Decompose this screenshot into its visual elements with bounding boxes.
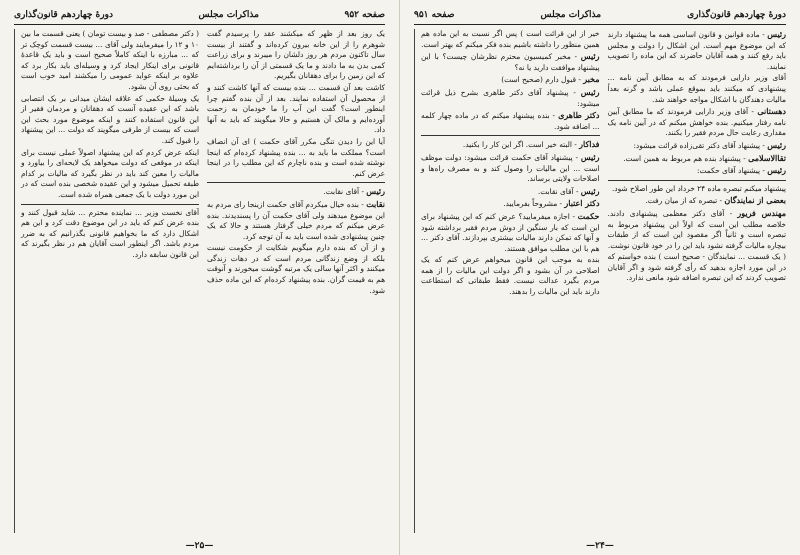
paragraph bbox=[608, 29, 787, 72]
paragraph bbox=[21, 29, 199, 93]
paragraph-text: - ماده قوانین و قانون اساسی همه ما پیشنهاد دارند که این موضوع مهم است. این اشکال را دولت و مجلس باید رفع کنند و همه آقایان حاضرند که این ماده را تصویب نمایند. bbox=[607, 30, 786, 71]
text-columns bbox=[414, 29, 786, 533]
speaker-name: رئیس bbox=[580, 185, 600, 196]
paragraph bbox=[421, 198, 600, 210]
paragraph-text: ( دکتر مصطفی - صد و بیست تومان ) یعنی قسمت ما بین ۱۰ و ۱۲ را میفرمایند ولی آقای ... بیست قسمت کوچک تر که ... مبارزه با اینکه کاملاً صحیح است و باید یک قاعدهٔ قانونی برای اینکار ایجاد کرد و وسیله‌ای باید بکار برد که علاوه بر اینکه عواید عمومی را میکشند امید خوب است که بحثی روی آن بشود. bbox=[21, 29, 199, 91]
text-columns bbox=[14, 29, 385, 533]
section-divider bbox=[421, 135, 600, 136]
paragraph-text: - پیشنهاد آقای دکتر تقی‌زاده قرائت میشود: bbox=[633, 140, 765, 150]
speaker-name: دکتر اعتبار bbox=[564, 198, 600, 209]
paragraph bbox=[608, 184, 787, 195]
paragraph-text: - پیشنهاد آقای حکمت: bbox=[697, 166, 765, 176]
paragraph bbox=[421, 74, 600, 86]
paragraph bbox=[608, 208, 787, 251]
speaker-name: دکتر طاهری bbox=[558, 110, 600, 121]
paragraph-text: آقای نخست وزیر ... نماینده محترم ... شاید قبول کنند و بنده عرض کنم که باید در این موضوع دقت کرد و این هم اشکال دارد که ما بخواهیم قانونی بگذرانیم که به ضرر مردم باشد. اگر اینطور است آقایان هم در نظر بگیرند که این قانون سابقه دارد. bbox=[21, 207, 199, 259]
paragraph-text: - پیشنهاد بنده هم مربوط به همین است. bbox=[623, 153, 746, 163]
paragraph bbox=[608, 153, 787, 165]
paragraph-text: - پیشنهاد آقای حکمت قرائت میشود: دولت موظف است ... این مالیات را وصول کند و به مصرف راه‌ها و اصلاحات ولایتی برساند. bbox=[421, 152, 600, 184]
section-title: مذاکرات مجلس bbox=[540, 10, 602, 20]
paragraph bbox=[421, 110, 600, 132]
paragraph bbox=[421, 152, 600, 185]
speaker-name: رئیس bbox=[767, 139, 786, 150]
speaker-name: دهستانی bbox=[757, 106, 786, 117]
page-number-label: صفحه ۹۵۲ bbox=[344, 10, 385, 20]
paragraph bbox=[21, 94, 199, 147]
paragraph-text: کاشت بعد آن قسمت ... بنده بیست که آنها کاشت کنند و از محصول آن استفاده نمایند. بعد از آن بنده گفتم چرا اینطور است؟ گفت این آب را ما خودمان به زحمت آورده‌ایم و مالک آن هستیم و حالا میگویند که باید به آنها داد. bbox=[207, 82, 385, 135]
speaker-name: تقاالاسلامی bbox=[748, 152, 786, 163]
session-title: دورهٔ چهاردهم قانون‌گذاری bbox=[687, 10, 786, 20]
paragraph-text: پیشنهاد میکنم تبصره ماده ۲۴ خرداد این طور اصلاح شود. bbox=[611, 183, 786, 193]
paragraph bbox=[207, 137, 385, 179]
paragraph-text: ( یک قسمت ... نمایندگان - صحیح است ) بنده خواستم که در این مورد اجازه بدهید که رأی گرفته شود و اگر آقایان تصویب کردند که این تبصره اضافه شود مانعی ندارد. bbox=[607, 252, 786, 283]
section-divider bbox=[608, 180, 787, 181]
paragraph bbox=[421, 139, 600, 151]
paragraph-text: - آقای وزیر دارایی فرمودند که ما مطابق آیین نامه رفتار میکنیم. بنده خواهش میکنم که در آیین نامه یک مقداری رعایت حال مردم فقیر را بکنند. bbox=[607, 107, 786, 138]
paragraph-text: - البته خیر است. اگر این کار را بکنید. bbox=[462, 140, 577, 150]
paragraph-text: - مخبر کمیسیون محترم نظرشان چیست؟ با این پیشنهاد موافقت دارید یا نه؟ bbox=[421, 52, 600, 72]
paragraph-text: - آقای دکتر معظمی پیشنهادی دادند. خلاصه مطلب این است که اولاً این پیشنهاد مربوط به تبصره است و ثانیاً اگر مقصود این است که از طبقات بیچاره مالیات گرفته نشود باید این را در خود قانون نوشت. bbox=[607, 208, 786, 250]
column-left bbox=[14, 29, 199, 533]
paragraph bbox=[421, 29, 600, 50]
column-left bbox=[414, 29, 600, 533]
column-right bbox=[608, 29, 787, 533]
speaker-name: مهندس فریور bbox=[737, 207, 786, 218]
paragraph-text: بنده به موجب این قانون میخواهم عرض کنم که یک اصلاحی در آن بشود و اگر دولت این مالیات را از همه مردم بگیرد عدالت نیست. فقط طبقاتی که استطاعت دارند باید این مالیات را بدهند. bbox=[421, 255, 600, 297]
speaker-name: رئیس bbox=[767, 165, 786, 176]
paragraph-text: - آقای نقابت. bbox=[323, 187, 364, 197]
paragraph bbox=[207, 83, 385, 136]
paragraph-text: - آقای نقابت. bbox=[537, 186, 579, 196]
section-title: مذاکرات مجلس bbox=[198, 10, 259, 20]
paragraph bbox=[608, 252, 787, 284]
paragraph bbox=[421, 87, 600, 109]
page-header bbox=[414, 8, 786, 25]
speaker-name: مخبر bbox=[583, 74, 600, 85]
section-divider bbox=[21, 204, 199, 205]
page-footer-number: —۲۴— bbox=[586, 541, 614, 551]
section-divider bbox=[207, 182, 385, 183]
paragraph-text: - تبصره که از میان رفت. bbox=[645, 196, 723, 206]
paragraph-text: یک روز بعد از ظهر که میکشند عقد را پرسیدم گفت شوهرم را از این خانه بیرون کرده‌اند و گفتند از بیست سال تاکنون مردم هر روز دلشان را میبرند و برای زراعت کمی بدن به ما دادند و ما یک قسمتی از آن را برداشته‌ایم که این زمین را برای دهقانان بگیریم. bbox=[207, 29, 385, 81]
paragraph bbox=[21, 208, 199, 261]
speaker-name: بعضی از نمایندگان bbox=[724, 195, 786, 206]
paragraph bbox=[608, 140, 787, 152]
page-951 bbox=[400, 0, 800, 555]
speaker-name: فداکار bbox=[579, 139, 600, 150]
paragraph bbox=[207, 186, 385, 198]
speaker-name: نقابت bbox=[366, 198, 385, 209]
paragraph bbox=[207, 199, 385, 242]
speaker-name: رئیس bbox=[580, 86, 600, 97]
paragraph bbox=[608, 106, 787, 139]
column-right bbox=[207, 29, 385, 533]
paragraph-text: آیا این را دیدن تنگی مکرر آقای حکمت ) ای آن انصاف است؟ مملکت ما باید به ... بنده پیشنهاد کرده‌ام که اینجا نوشته شده است و بنده ناچارم که این مطلب را در اینجا عرض کنم. bbox=[207, 136, 385, 178]
paragraph-text: - مشروحاً بفرمایید. bbox=[503, 199, 563, 209]
paragraph-text: یک وسیلهٔ حکمی که علاقه ایشان میدانی بر یک انتصابی باشد که این عقیده آنست که دهقانان و مردمان فقیر از این قانون استفاده کنند و اینکه موضوع مورد بحث این است که بیست از طرفی میگویند که دولت ... این پیشنهاد را قبول کند. bbox=[21, 93, 199, 145]
paragraph bbox=[608, 195, 787, 207]
paragraph bbox=[421, 186, 600, 198]
paragraph bbox=[207, 29, 385, 82]
paragraph bbox=[207, 243, 385, 296]
paragraph-text: - اجازه میفرمایید؟ عرض کنم که این پیشنهاد برای این است که بار سنگین از دوش مردم فقیر برداشته شود و آنها که تمکن دارند مالیات بیشتری بپردازند. آقای دکتر ... هم با این مطلب موافق هستند. bbox=[421, 211, 600, 253]
speaker-name: رئیس bbox=[580, 51, 600, 62]
speaker-name: حکمت bbox=[577, 210, 600, 221]
paragraph bbox=[421, 255, 600, 297]
paragraph-text: اینکه عرض کردم که این پیشنهاد اصولاً عملی نیست برای اینکه در موقعی که دولت میخواهد یک لایحه‌ای را بیاورد و مالیات را معین کند باید در نظر بگیرد که مالیات بر کدام طبقه تحمیل میشود و این عقیده شخصی بنده است که در این مورد دولت با یک جمعی همراه شده است. bbox=[21, 147, 199, 199]
speaker-name: رئیس bbox=[580, 151, 600, 162]
speaker-name: رئیس bbox=[366, 186, 385, 197]
speaker-name: رئیس bbox=[767, 29, 786, 39]
page-header bbox=[14, 8, 385, 25]
session-title: دورهٔ چهاردهم قانون‌گذاری bbox=[14, 10, 113, 20]
paragraph-text: آقای وزیر دارایی فرمودند که به مطابق آیین نامه ... پیشنهادی که میکنند باید بموقع عملی باشد و گرنه بعداً مالیات دهندگان با اشکال مواجه خواهند شد. bbox=[607, 73, 786, 104]
paragraph-text: خیر از این قرائت است ) پس اگر نسبت به این ماده هم همین منظور را داشته باشیم بنده فکر میکنم که بهتر است. bbox=[421, 29, 600, 49]
page-number-label: صفحه ۹۵۱ bbox=[414, 10, 455, 20]
paragraph bbox=[608, 165, 787, 177]
paragraph-text: - پیشنهاد آقای دکتر طاهری بشرح ذیل قرائت میشود: bbox=[421, 87, 600, 108]
paragraph bbox=[421, 51, 600, 73]
paragraph-text: - قبول دارم (صحیح است) bbox=[501, 75, 581, 85]
page-footer-number: —۲۵— bbox=[185, 541, 214, 551]
paragraph-text: - بنده پیشنهاد میکنم که در ماده چهار کلمه ... اضافه شود. bbox=[421, 111, 600, 131]
paragraph-text: - بنده خیال میکردم آقای حکمت ازینجا رای مردم به این موضوع میدهند ولی آقای حکمت آن را پسندیدند. بنده عرض میکنم که مردم خیلی گرفتار هستند و حالا که یک چنین پیشنهادی شده است باید به آن توجه کرد. bbox=[207, 199, 385, 241]
paragraph bbox=[21, 148, 199, 201]
paragraph bbox=[421, 211, 600, 254]
paragraph bbox=[608, 73, 787, 105]
paragraph-text: و از آن که بنده دارم میگویم شکایت از حکومت نیست بلکه از وضع زندگانی مردم است که در دهات زندگی میکنند و اکثر آنها سالی یک مرتبه گوشت میخورند و آنوقت هم به قیمت گران. بنده پیشنهاد کرده‌ام که این ماده حذف شود. bbox=[207, 243, 385, 295]
